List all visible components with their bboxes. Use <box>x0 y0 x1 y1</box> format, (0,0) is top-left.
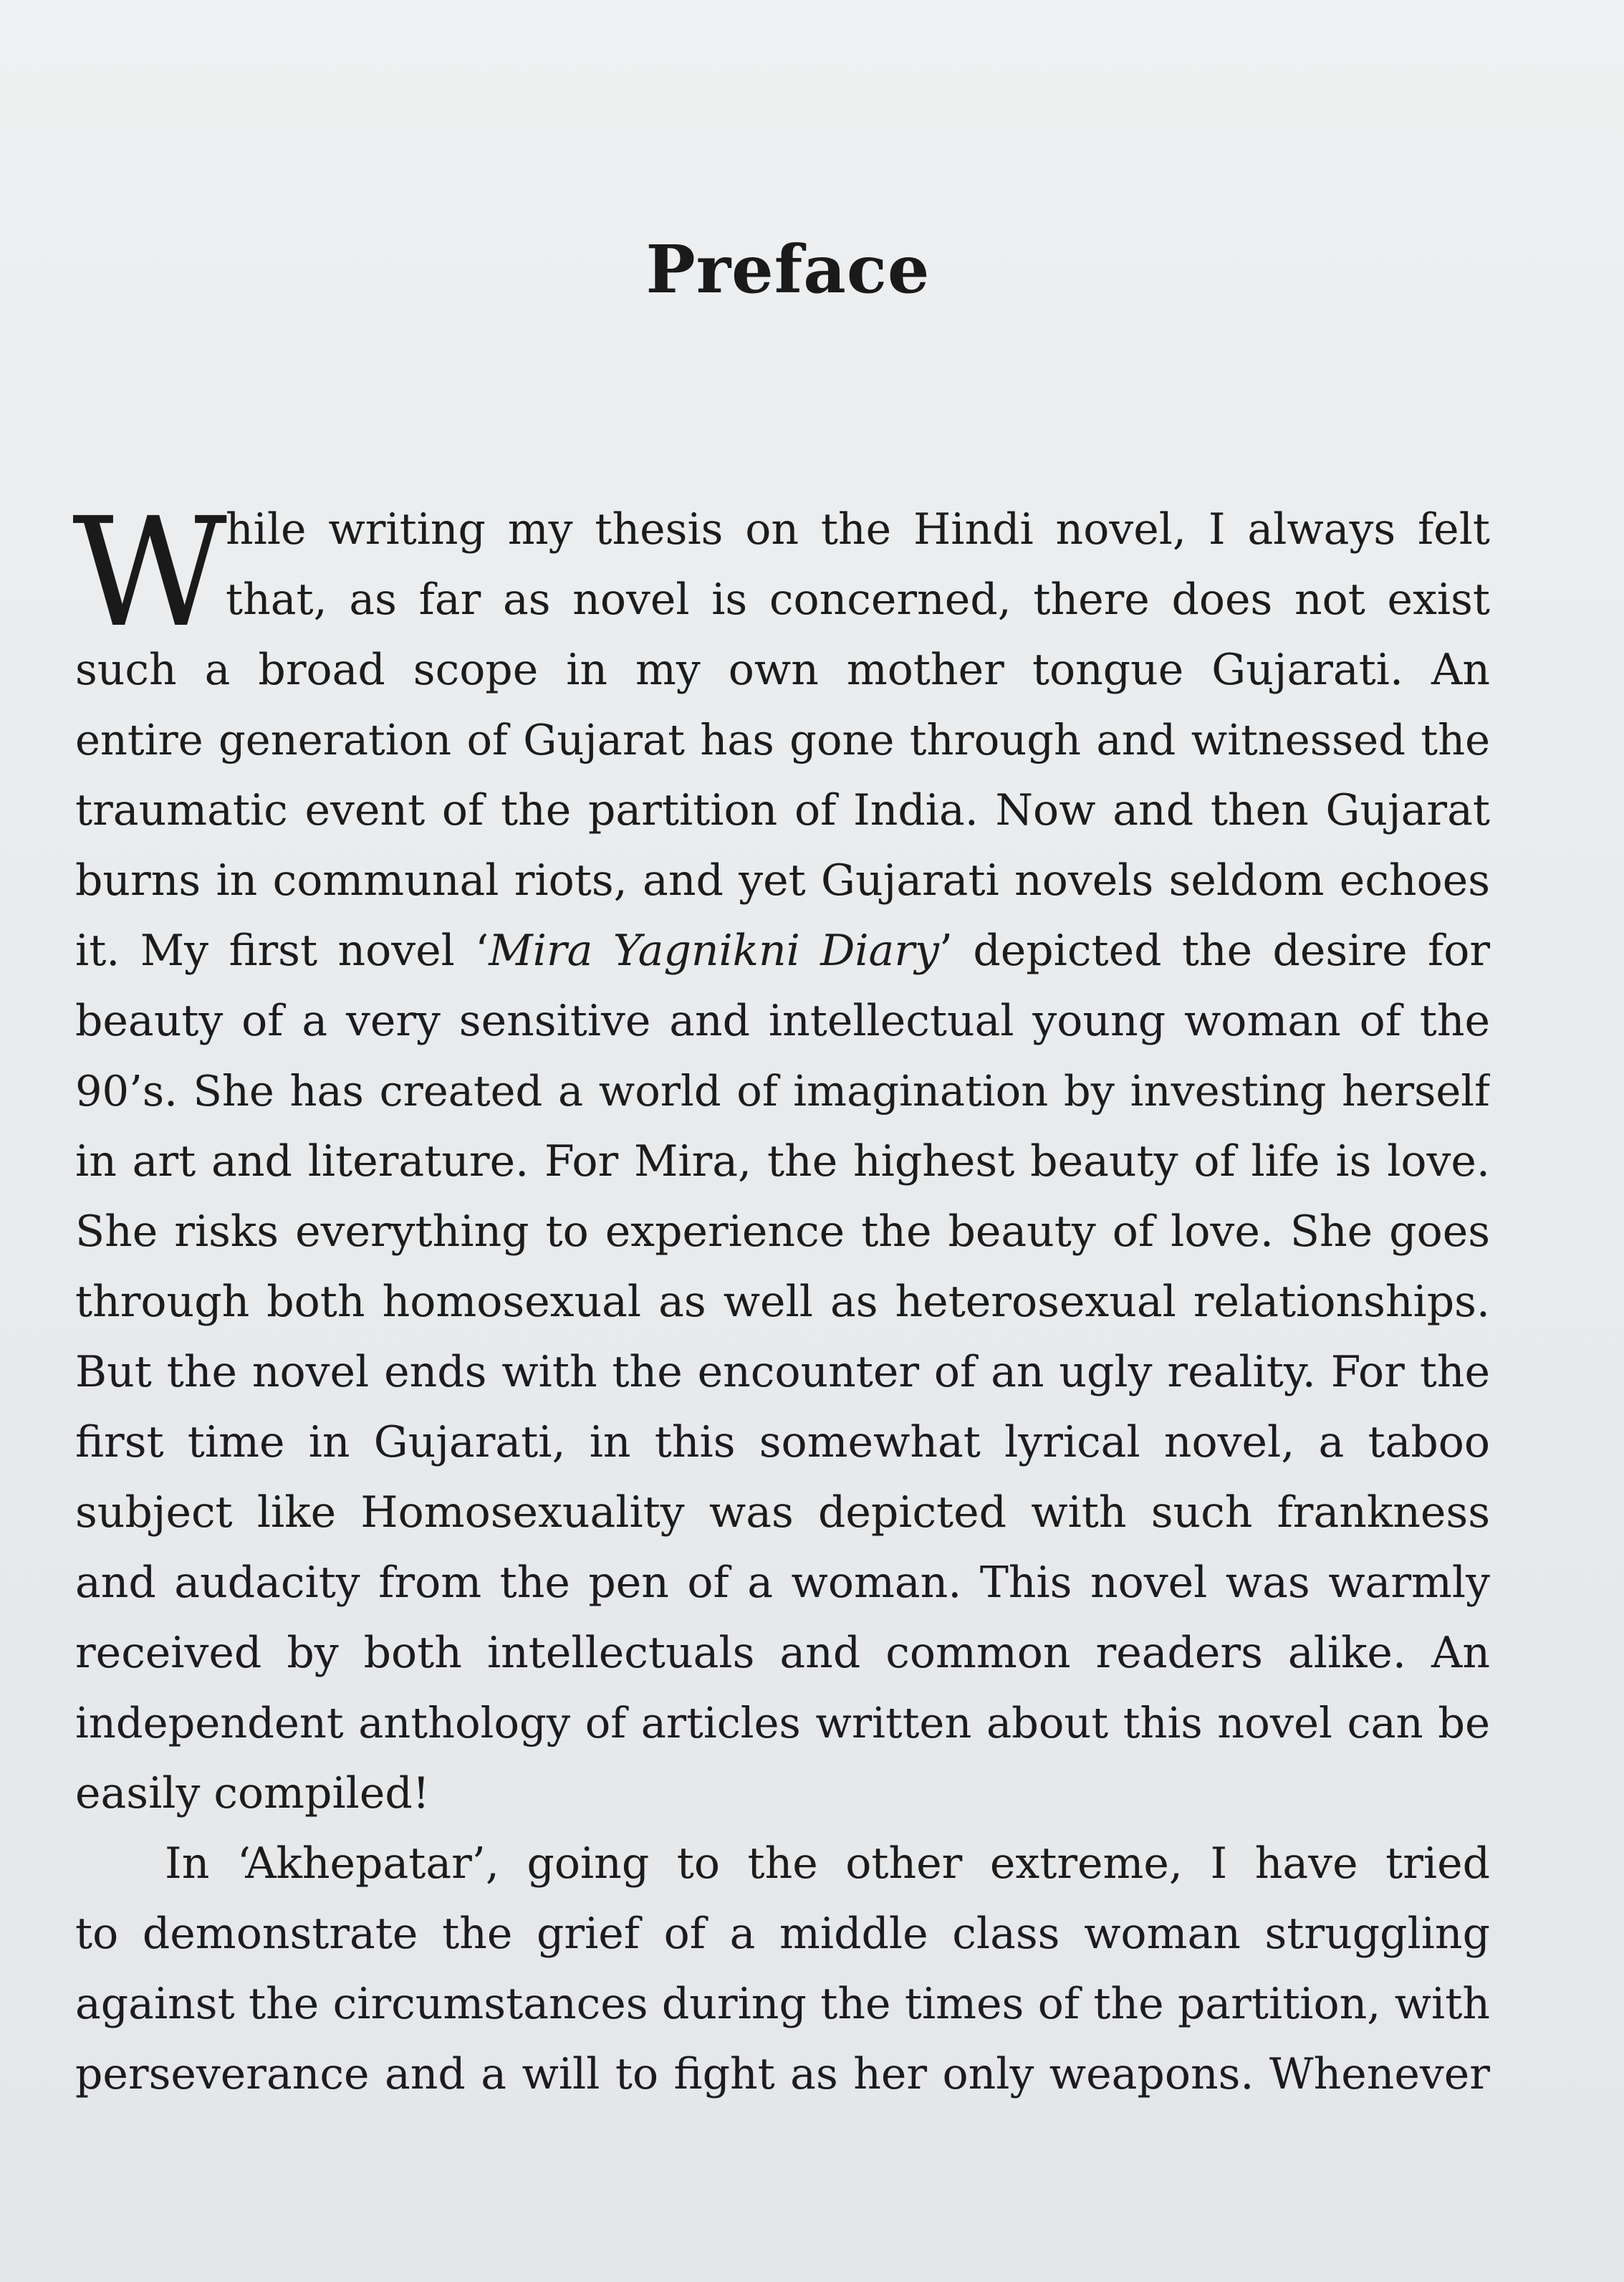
text-line: independent anthology of articles written about this novel can be <box>75 1698 1490 1748</box>
text-segment: it. My first novel ‘ <box>75 926 489 976</box>
drop-cap: W <box>72 485 227 661</box>
text-line: to demonstrate the grief of a middle class woman struggling <box>75 1909 1490 1959</box>
text-line: traumatic event of the partition of India. Now and then Gujarat <box>75 785 1490 835</box>
text-line: burns in communal riots, and yet Gujarati novels seldom echoes <box>75 855 1490 906</box>
paragraph-2 <box>75 1828 1490 2109</box>
text-line: In ‘Akhepatar’, going to the other extreme, I have tried <box>165 1838 1490 1889</box>
text-line: first time in Gujarati, in this somewhat lyrical novel, a taboo <box>75 1417 1490 1467</box>
text-line: and audacity from the pen of a woman. This novel was warmly <box>75 1558 1490 1608</box>
text-line: perseverance and a will to fight as her only weapons. Whenever <box>75 2049 1490 2099</box>
text-line: beauty of a very sensitive and intellectual young woman of the <box>75 996 1490 1046</box>
text-line: She risks everything to experience the beauty of love. She goes <box>75 1207 1490 1257</box>
text-line: subject like Homosexuality was depicted with such frankness <box>75 1487 1490 1538</box>
text-line: through both homosexual as well as heterosexual relationships. <box>75 1277 1490 1327</box>
text-line: 90’s. She has created a world of imagination by investing herself <box>75 1066 1490 1116</box>
text-line: that, as far as novel is concerned, there does not exist <box>226 575 1490 625</box>
text-line: easily compiled! <box>75 1768 430 1818</box>
text-line: such a broad scope in my own mother tongue Gujarati. An <box>75 645 1490 695</box>
text-line: entire generation of Gujarat has gone through and witnessed the <box>75 715 1490 764</box>
text-line: hile writing my thesis on the Hindi novel, I always felt <box>226 504 1490 555</box>
page-title: Preface <box>645 231 931 308</box>
text-line: against the circumstances during the times of the partition, with <box>75 1979 1490 2029</box>
novel-title: Mira Yagnikni Diary <box>489 926 939 976</box>
body-text <box>72 485 1490 2109</box>
text-line <box>75 916 1490 986</box>
text-segment: ’ depicted the desire for <box>938 926 1490 976</box>
text-line: received by both intellectuals and common readers alike. An <box>75 1628 1490 1678</box>
text-line: But the novel ends with the encounter of an ugly reality. For the <box>75 1347 1490 1397</box>
paragraph-1 <box>75 494 1490 1828</box>
text-line: in art and literature. For Mira, the highest beauty of life is love. <box>75 1136 1490 1186</box>
